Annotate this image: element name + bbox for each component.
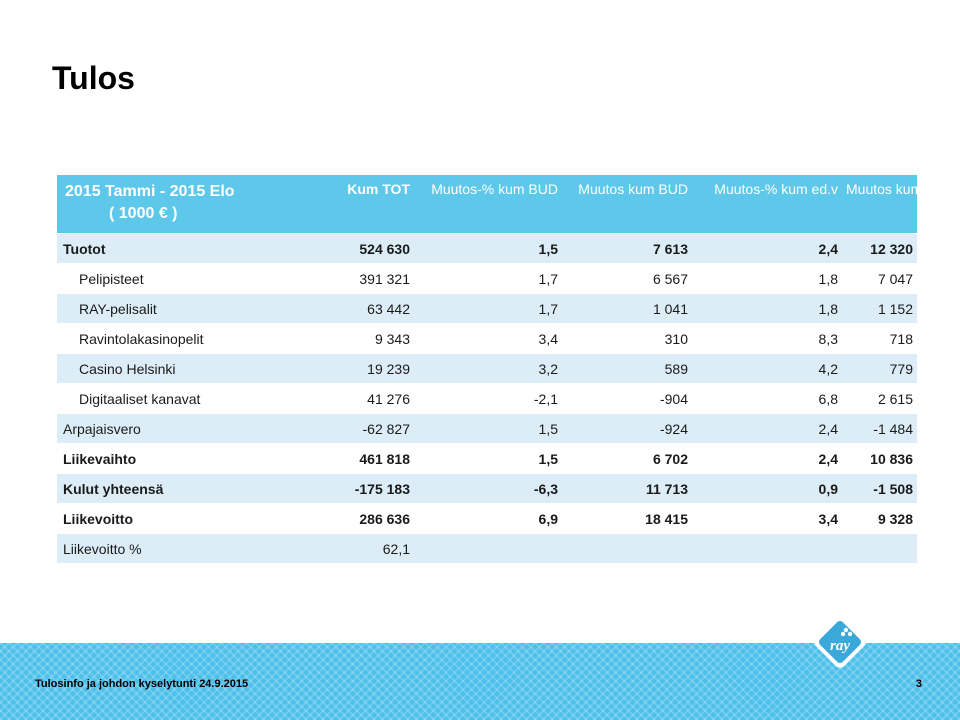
row-value: 1,8 <box>692 294 842 324</box>
row-value: 2,4 <box>692 414 842 444</box>
row-value: 6 702 <box>562 444 692 474</box>
row-value: 0,9 <box>692 474 842 504</box>
period-header <box>57 175 272 234</box>
row-label: Ravintolakasinopelit <box>57 324 272 354</box>
row-value: -904 <box>562 384 692 414</box>
row-value: 6,9 <box>414 504 562 534</box>
table-row <box>57 234 917 264</box>
row-value: 2,4 <box>692 234 842 264</box>
row-value: 461 818 <box>272 444 414 474</box>
period-line-1: 2015 Tammi - 2015 Elo <box>65 183 235 200</box>
table-row <box>57 474 917 504</box>
column-header: Muutos kum BUD <box>562 175 692 234</box>
row-value <box>414 534 562 564</box>
row-label: Pelipisteet <box>57 264 272 294</box>
row-value: -175 183 <box>272 474 414 504</box>
row-value: 18 415 <box>562 504 692 534</box>
row-value <box>842 534 917 564</box>
row-value: 63 442 <box>272 294 414 324</box>
row-value: 9 328 <box>842 504 917 534</box>
row-value: 1,7 <box>414 294 562 324</box>
column-header: Kum TOT <box>272 175 414 234</box>
table-row <box>57 504 917 534</box>
row-value: 9 343 <box>272 324 414 354</box>
row-value: 310 <box>562 324 692 354</box>
row-value: -6,3 <box>414 474 562 504</box>
ray-logo <box>808 610 872 674</box>
row-value: -62 827 <box>272 414 414 444</box>
period-line-2: ( 1000 € ) <box>109 205 178 222</box>
row-label: Liikevoitto % <box>57 534 272 564</box>
row-label: Tuotot <box>57 234 272 264</box>
row-value: -2,1 <box>414 384 562 414</box>
row-value: 1,5 <box>414 234 562 264</box>
row-value: 1,5 <box>414 414 562 444</box>
row-value: 1,7 <box>414 264 562 294</box>
table-body <box>57 234 917 564</box>
row-label: RAY-pelisalit <box>57 294 272 324</box>
table-row <box>57 294 917 324</box>
column-header: Muutos-% kum ed.v <box>692 175 842 234</box>
row-label: Liikevoitto <box>57 504 272 534</box>
row-value: 1,5 <box>414 444 562 474</box>
row-value: 41 276 <box>272 384 414 414</box>
row-value: 6 567 <box>562 264 692 294</box>
row-value: 7 047 <box>842 264 917 294</box>
row-value: 779 <box>842 354 917 384</box>
slide-title: Tulos <box>52 60 135 96</box>
row-value <box>692 534 842 564</box>
table-header-row <box>57 175 917 234</box>
row-value: 4,2 <box>692 354 842 384</box>
row-value: 19 239 <box>272 354 414 384</box>
row-value: 12 320 <box>842 234 917 264</box>
column-header: Muutos-% kum BUD <box>414 175 562 234</box>
row-value: 10 836 <box>842 444 917 474</box>
table-row <box>57 534 917 564</box>
row-value: 3,2 <box>414 354 562 384</box>
row-value: 718 <box>842 324 917 354</box>
row-value: 3,4 <box>692 504 842 534</box>
row-value: 3,4 <box>414 324 562 354</box>
row-label: Kulut yhteensä <box>57 474 272 504</box>
row-value: 2,4 <box>692 444 842 474</box>
row-value: -1 508 <box>842 474 917 504</box>
row-value: 8,3 <box>692 324 842 354</box>
table-row <box>57 414 917 444</box>
page-number: 3 <box>915 678 922 690</box>
row-value: 286 636 <box>272 504 414 534</box>
row-value: 11 713 <box>562 474 692 504</box>
row-value: 1 152 <box>842 294 917 324</box>
row-label: Casino Helsinki <box>57 354 272 384</box>
table-row <box>57 264 917 294</box>
column-header: Muutos kum ed.v <box>842 175 917 234</box>
row-value <box>562 534 692 564</box>
row-label: Digitaaliset kanavat <box>57 384 272 414</box>
results-table-container <box>57 175 953 563</box>
row-value: 6,8 <box>692 384 842 414</box>
row-value: 7 613 <box>562 234 692 264</box>
row-value: 391 321 <box>272 264 414 294</box>
logo-text: ray <box>830 638 850 654</box>
row-value: -924 <box>562 414 692 444</box>
footer-text: Tulosinfo ja johdon kyselytunti 24.9.2015 <box>35 678 249 690</box>
results-table <box>57 175 953 563</box>
row-label: Arpajaisvero <box>57 414 272 444</box>
table-row <box>57 354 917 384</box>
row-value: 2 615 <box>842 384 917 414</box>
table-row <box>57 384 917 414</box>
table-row <box>57 324 917 354</box>
row-value: -1 484 <box>842 414 917 444</box>
row-label: Liikevaihto <box>57 444 272 474</box>
row-value: 589 <box>562 354 692 384</box>
row-value: 1,8 <box>692 264 842 294</box>
row-value: 62,1 <box>272 534 414 564</box>
row-value: 524 630 <box>272 234 414 264</box>
table-row <box>57 444 917 474</box>
row-value: 1 041 <box>562 294 692 324</box>
